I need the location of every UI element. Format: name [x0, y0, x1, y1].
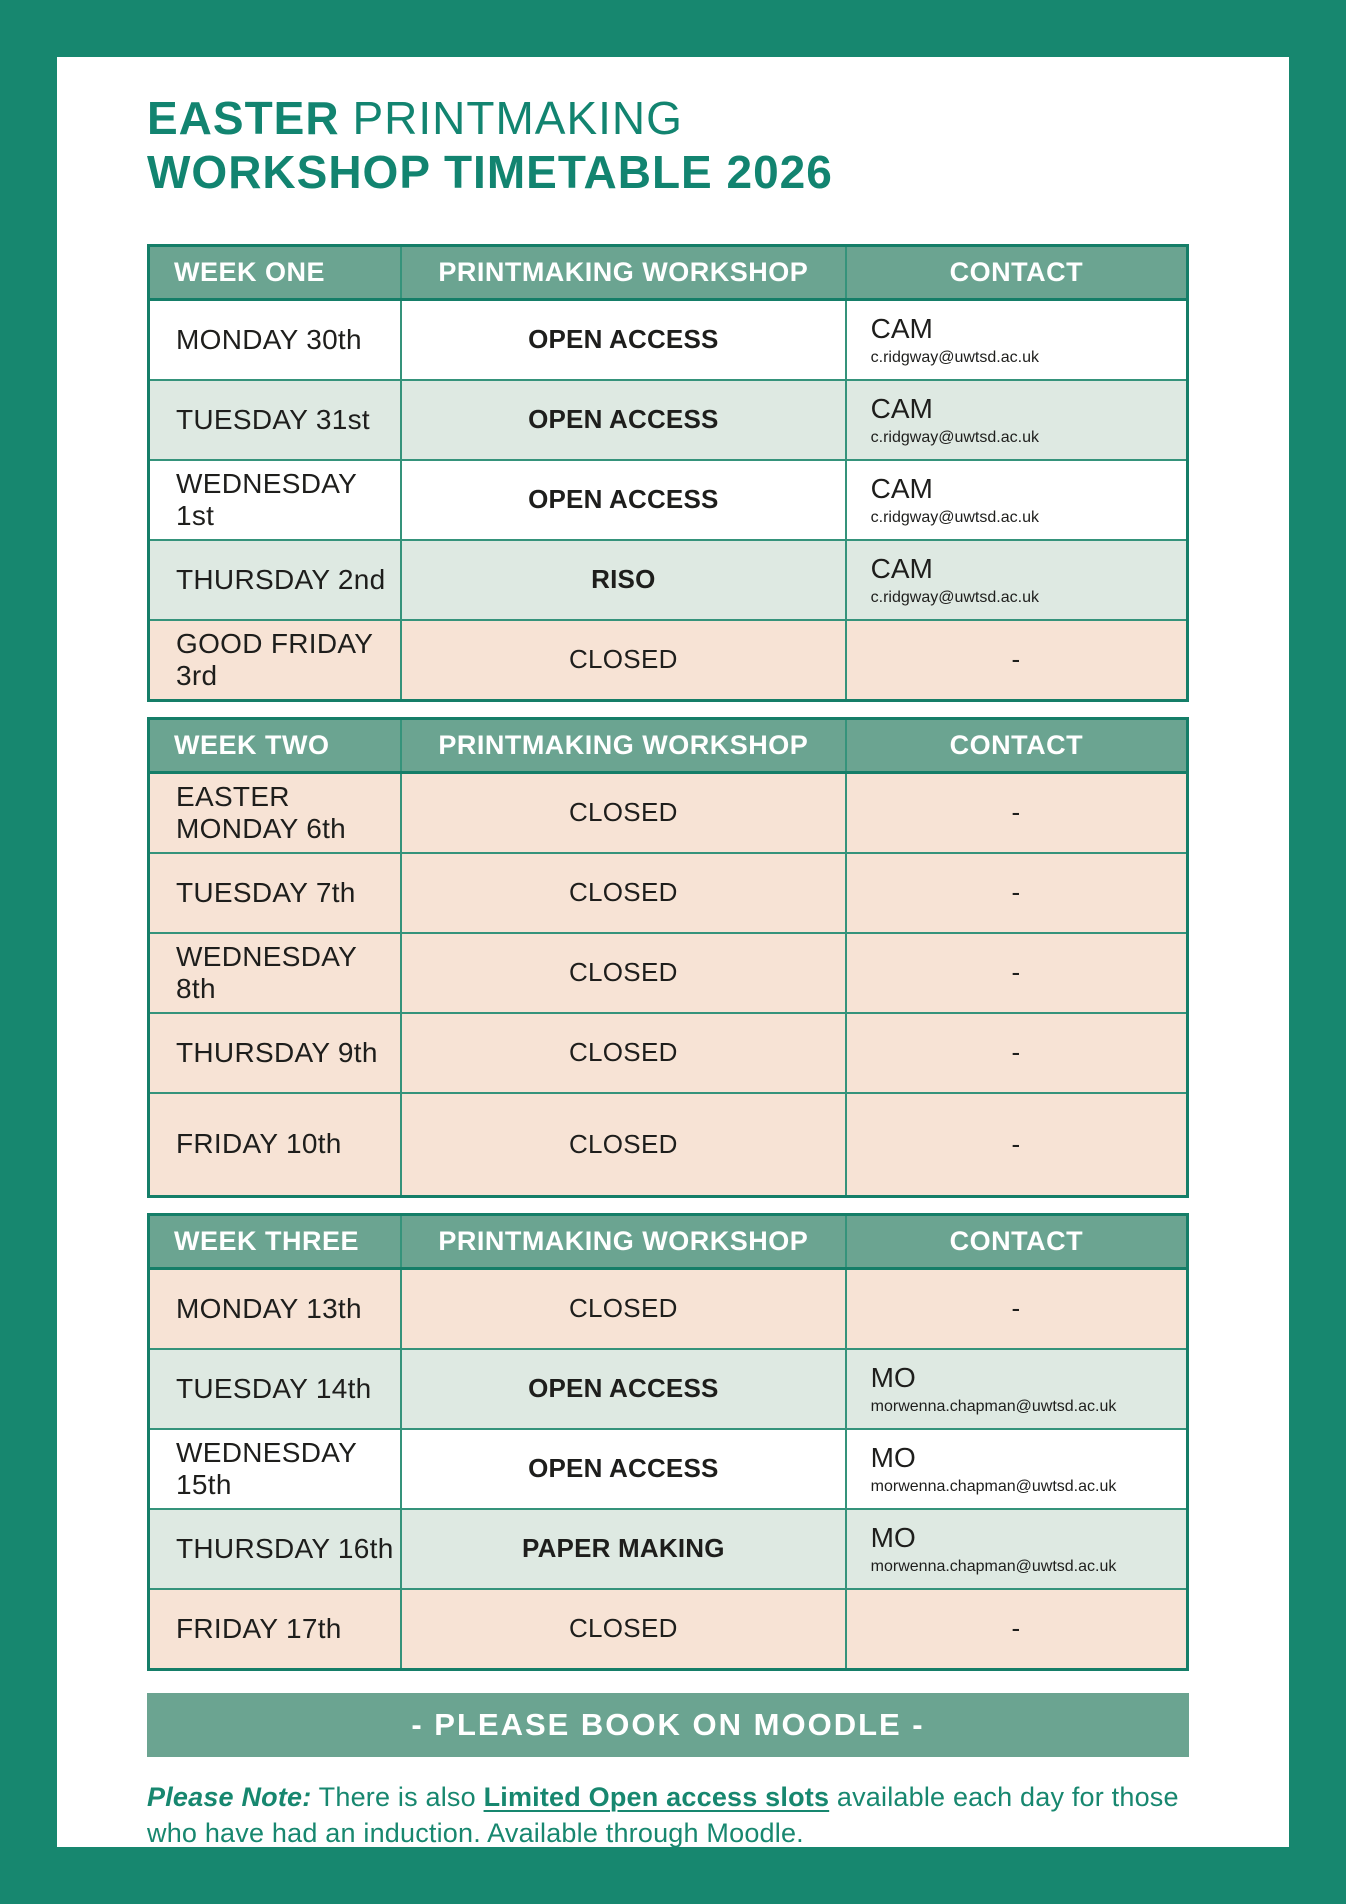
document-page [57, 57, 1289, 1847]
contact-name: CAM [870, 392, 933, 424]
workshop-column-header: PRINTMAKING WORKSHOP [401, 718, 846, 772]
table-row [149, 1589, 1188, 1670]
contact-email: morwenna.chapman@uwtsd.ac.uk [870, 1557, 1117, 1575]
contact-column-header: CONTACT [846, 245, 1188, 299]
table-row [149, 1268, 1188, 1349]
week-three-table [147, 1213, 1189, 1671]
day-cell: THURSDAY 9th [149, 1013, 401, 1093]
contact-cell [846, 620, 1188, 701]
contact-cell [846, 933, 1188, 1013]
week-one-header-row [149, 245, 1188, 299]
contact-name: - [1011, 1613, 1021, 1644]
workshop-cell: CLOSED [401, 1013, 846, 1093]
contact-email: morwenna.chapman@uwtsd.ac.uk [870, 1397, 1117, 1415]
table-row [149, 1349, 1188, 1429]
contact-email: c.ridgway@uwtsd.ac.uk [870, 588, 1039, 606]
contact-cell [846, 299, 1188, 380]
contact-cell [846, 1589, 1188, 1670]
workshop-cell: PAPER MAKING [401, 1509, 846, 1589]
contact-cell [846, 380, 1188, 460]
title-line-2: WORKSHOP TIMETABLE 2026 [147, 146, 833, 199]
table-row [149, 853, 1188, 933]
document-content [57, 57, 1289, 1847]
contact-email: c.ridgway@uwtsd.ac.uk [870, 348, 1039, 366]
workshop-cell: CLOSED [401, 620, 846, 701]
note-underlined: Limited Open access slots [483, 1781, 830, 1812]
day-cell: WEDNESDAY 8th [149, 933, 401, 1013]
week-three-header-row [149, 1214, 1188, 1268]
contact-column-header: CONTACT [846, 718, 1188, 772]
day-cell: MONDAY 13th [149, 1268, 401, 1349]
table-row [149, 1509, 1188, 1589]
week-one-table [147, 244, 1189, 702]
week-one-label: WEEK ONE [149, 245, 401, 299]
table-row [149, 933, 1188, 1013]
note-text [147, 1779, 1189, 1847]
table-row [149, 1429, 1188, 1509]
day-cell: TUESDAY 31st [149, 380, 401, 460]
contact-cell [846, 853, 1188, 933]
table-row [149, 299, 1188, 380]
workshop-cell: CLOSED [401, 933, 846, 1013]
table-row [149, 540, 1188, 620]
day-cell: EASTER MONDAY 6th [149, 772, 401, 853]
week-two-table [147, 717, 1189, 1198]
workshop-cell: RISO [401, 540, 846, 620]
table-row [149, 620, 1188, 701]
contact-email: c.ridgway@uwtsd.ac.uk [870, 428, 1039, 446]
day-cell: TUESDAY 14th [149, 1349, 401, 1429]
contact-name: MO [870, 1361, 916, 1393]
day-cell: WEDNESDAY 15th [149, 1429, 401, 1509]
workshop-cell: OPEN ACCESS [401, 299, 846, 380]
workshop-cell: CLOSED [401, 853, 846, 933]
note-suffix: available each day for those who have had an induction. Available through Moodle. [147, 1781, 1179, 1847]
day-cell: GOOD FRIDAY 3rd [149, 620, 401, 701]
contact-name: - [1011, 957, 1021, 988]
day-cell: THURSDAY 16th [149, 1509, 401, 1589]
contact-name: - [1011, 797, 1021, 828]
workshop-cell: OPEN ACCESS [401, 1429, 846, 1509]
workshop-cell: CLOSED [401, 1589, 846, 1670]
day-cell: TUESDAY 7th [149, 853, 401, 933]
day-cell: THURSDAY 2nd [149, 540, 401, 620]
week-three-label: WEEK THREE [149, 1214, 401, 1268]
contact-cell [846, 1268, 1188, 1349]
table-row [149, 772, 1188, 853]
contact-column-header: CONTACT [846, 1214, 1188, 1268]
table-row [149, 460, 1188, 540]
workshop-column-header: PRINTMAKING WORKSHOP [401, 245, 846, 299]
contact-cell [846, 460, 1188, 540]
workshop-cell: OPEN ACCESS [401, 380, 846, 460]
note-middle: There is also [311, 1781, 484, 1812]
contact-email: morwenna.chapman@uwtsd.ac.uk [870, 1477, 1117, 1495]
contact-name: CAM [870, 552, 933, 584]
contact-name: CAM [870, 312, 933, 344]
contact-cell [846, 772, 1188, 853]
day-cell: FRIDAY 10th [149, 1093, 401, 1197]
table-row [149, 1013, 1188, 1093]
day-cell: FRIDAY 17th [149, 1589, 401, 1670]
page-title [147, 91, 1189, 200]
contact-cell [846, 1013, 1188, 1093]
contact-cell [846, 1093, 1188, 1197]
day-cell: WEDNESDAY 1st [149, 460, 401, 540]
contact-name: - [1011, 1128, 1021, 1159]
title-printmaking: PRINTMAKING [352, 92, 683, 144]
workshop-cell: CLOSED [401, 1268, 846, 1349]
workshop-cell: OPEN ACCESS [401, 460, 846, 540]
contact-name: - [1011, 1293, 1021, 1324]
title-easter: EASTER [147, 92, 340, 144]
contact-name: - [1011, 644, 1021, 675]
contact-name: - [1011, 1037, 1021, 1068]
contact-cell [846, 1429, 1188, 1509]
moodle-banner: - PLEASE BOOK ON MOODLE - [147, 1693, 1189, 1757]
week-two-label: WEEK TWO [149, 718, 401, 772]
contact-name: - [1011, 877, 1021, 908]
workshop-cell: CLOSED [401, 772, 846, 853]
note-prefix: Please Note: [147, 1781, 312, 1812]
workshop-column-header: PRINTMAKING WORKSHOP [401, 1214, 846, 1268]
contact-name: MO [870, 1521, 916, 1553]
contact-cell [846, 1509, 1188, 1589]
day-cell: MONDAY 30th [149, 299, 401, 380]
contact-name: MO [870, 1441, 916, 1473]
table-row [149, 380, 1188, 460]
table-row [149, 1093, 1188, 1197]
workshop-cell: OPEN ACCESS [401, 1349, 846, 1429]
week-two-header-row [149, 718, 1188, 772]
workshop-cell: CLOSED [401, 1093, 846, 1197]
title-line-1 [147, 91, 1189, 145]
contact-cell [846, 1349, 1188, 1429]
contact-cell [846, 540, 1188, 620]
contact-name: CAM [870, 472, 933, 504]
contact-email: c.ridgway@uwtsd.ac.uk [870, 508, 1039, 526]
